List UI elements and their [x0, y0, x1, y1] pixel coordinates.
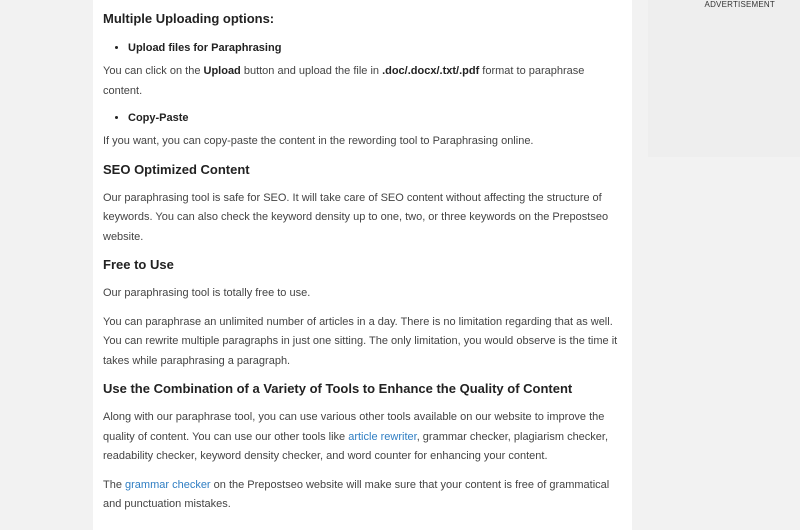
paragraph-copy-paste: If you want, you can copy-paste the content in the rewording tool to Paraphrasing online. [103, 135, 534, 147]
heading-seo-optimized: SEO Optimized Content [103, 161, 250, 177]
text-upload-button-name: Upload [203, 65, 241, 77]
text-upload-pre: You can click on the [103, 65, 204, 77]
text-combo-post: , grammar checker, plagiarism checker, readability checker, keyword density checker, and word counter for enhancing your content. [103, 430, 609, 462]
heading-multiple-uploading: Multiple Uploading options: [103, 11, 275, 26]
list-upload [103, 40, 622, 56]
text-grammar-pre: The [103, 478, 126, 491]
link-grammar-checker[interactable]: grammar checker [125, 478, 211, 491]
paragraph-free-2: You can paraphrase an unlimited number of articles in a day. There is no limitation regarding that as well. You can rewrite multiple paragraphs in just one sitting. The only limitation, you would observe is the time it takes while paraphrasing a paragraph. [103, 315, 618, 367]
text-file-formats: .doc/.docx/.txt/.pdf [382, 65, 480, 77]
text-grammar-post: on the Prepostseo website will make sure that your content is free of grammatical and punctuation mistakes. [103, 478, 610, 510]
list-item-copy-paste: • Copy-Paste [128, 110, 622, 126]
paragraph-seo: Our paraphrasing tool is safe for SEO. It will take care of SEO content without affecting the structure of keywords. You can also check the keyword density up to one, two, or three keywords on the Prepostseo website. [103, 191, 609, 243]
paragraph-upload [103, 62, 622, 101]
paragraph-combination-1 [103, 408, 622, 467]
advertisement-label: ADVERTISEMENT [704, 0, 775, 9]
list-copy-paste [103, 110, 622, 126]
link-article-rewriter[interactable]: article rewriter [348, 430, 417, 443]
list-item-upload-files: • Upload files for Paraphrasing [128, 40, 622, 56]
text-combo-pre: Along with our paraphrase tool, you can use various other tools available on our website to improve the quality of content. You can use our other tools like [103, 411, 605, 443]
heading-combination-tools: Use the Combination of a Variety of Tools to Enhance the Quality of Content [103, 381, 573, 396]
paragraph-free-1: Our paraphrasing tool is totally free to use. [103, 287, 311, 299]
advertisement-panel [648, 0, 800, 157]
heading-free-to-use: Free to Use [103, 257, 174, 272]
text-upload-post: format to paraphrase content. [103, 65, 585, 97]
text-upload-mid: button and upload the file in [240, 65, 383, 77]
article-content [93, 0, 632, 530]
paragraph-combination-2 [103, 476, 622, 515]
